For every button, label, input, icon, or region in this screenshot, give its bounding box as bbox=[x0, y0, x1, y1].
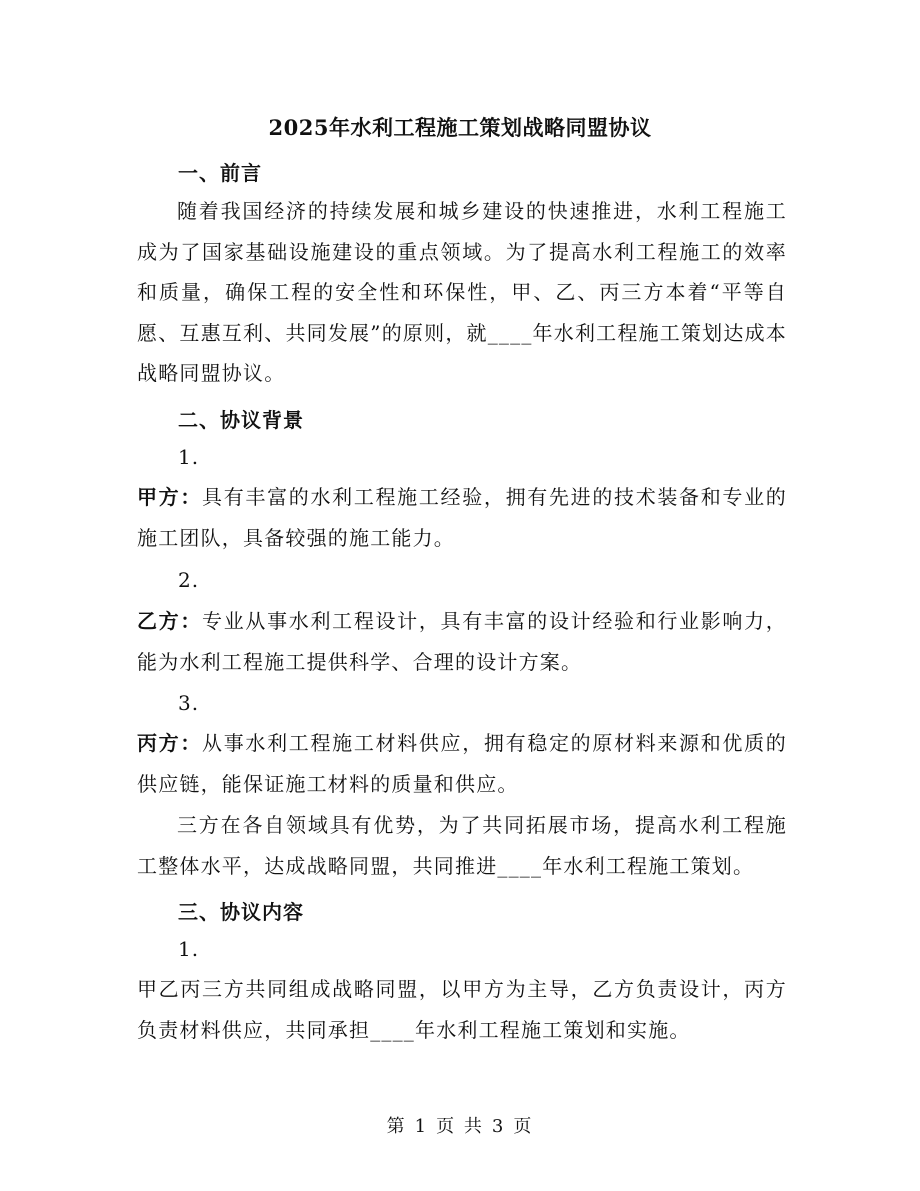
footer-current-page: 1 bbox=[414, 1116, 429, 1137]
list-number: 3. bbox=[178, 691, 200, 715]
party-a-label: 甲方： bbox=[137, 485, 203, 509]
list-number: 1. bbox=[178, 937, 200, 961]
party-c-label: 丙方： bbox=[137, 731, 203, 755]
footer-middle: 页 共 bbox=[436, 1116, 484, 1137]
section-heading-preface: 一、前言 bbox=[178, 161, 262, 185]
party-a-text: 具有丰富的水利工程施工经验，拥有先进的技术装备和专业的施工团队，具备较强的施工能力。 bbox=[137, 485, 787, 550]
party-a-paragraph bbox=[137, 477, 787, 558]
party-b-paragraph bbox=[137, 601, 787, 682]
page-footer bbox=[0, 1112, 920, 1138]
party-b-label: 乙方： bbox=[137, 609, 203, 633]
background-summary-paragraph: 三方在各自领域具有优势，为了共同拓展市场，提高水利工程施工整体水平，达成战略同盟，共同推进____年水利工程施工策划。 bbox=[137, 813, 787, 878]
preface-paragraph: 随着我国经济的持续发展和城乡建设的快速推进，水利工程施工成为了国家基础设施建设的重点领域。为了提高水利工程施工的效率和质量，确保工程的安全性和环保性，甲、乙、丙三方本着“平等自愿、互惠互利、共同发展”的原则，就____年水利工程施工策划达成本战略同盟协议。 bbox=[137, 199, 787, 385]
content-item-paragraph: 甲乙丙三方共同组成战略同盟，以甲方为主导，乙方负责设计，丙方负责材料供应，共同承担____年水利工程施工策划和实施。 bbox=[137, 977, 787, 1042]
footer-suffix: 页 bbox=[513, 1116, 534, 1137]
footer-prefix: 第 bbox=[386, 1116, 407, 1137]
section-heading-background: 二、协议背景 bbox=[178, 408, 304, 432]
footer-total-pages: 3 bbox=[491, 1116, 506, 1137]
list-number: 2. bbox=[178, 568, 200, 592]
list-number: 1. bbox=[178, 445, 200, 469]
document-title: 2025年水利工程施工策划战略同盟协议 bbox=[268, 115, 652, 140]
party-b-text: 专业从事水利工程设计，具有丰富的设计经验和行业影响力，能为水利工程施工提供科学、合理的设计方案。 bbox=[137, 609, 787, 674]
party-c-paragraph bbox=[137, 723, 787, 804]
party-c-text: 从事水利工程施工材料供应，拥有稳定的原材料来源和优质的供应链，能保证施工材料的质量和供应。 bbox=[137, 731, 787, 796]
section-heading-content: 三、协议内容 bbox=[178, 900, 304, 924]
